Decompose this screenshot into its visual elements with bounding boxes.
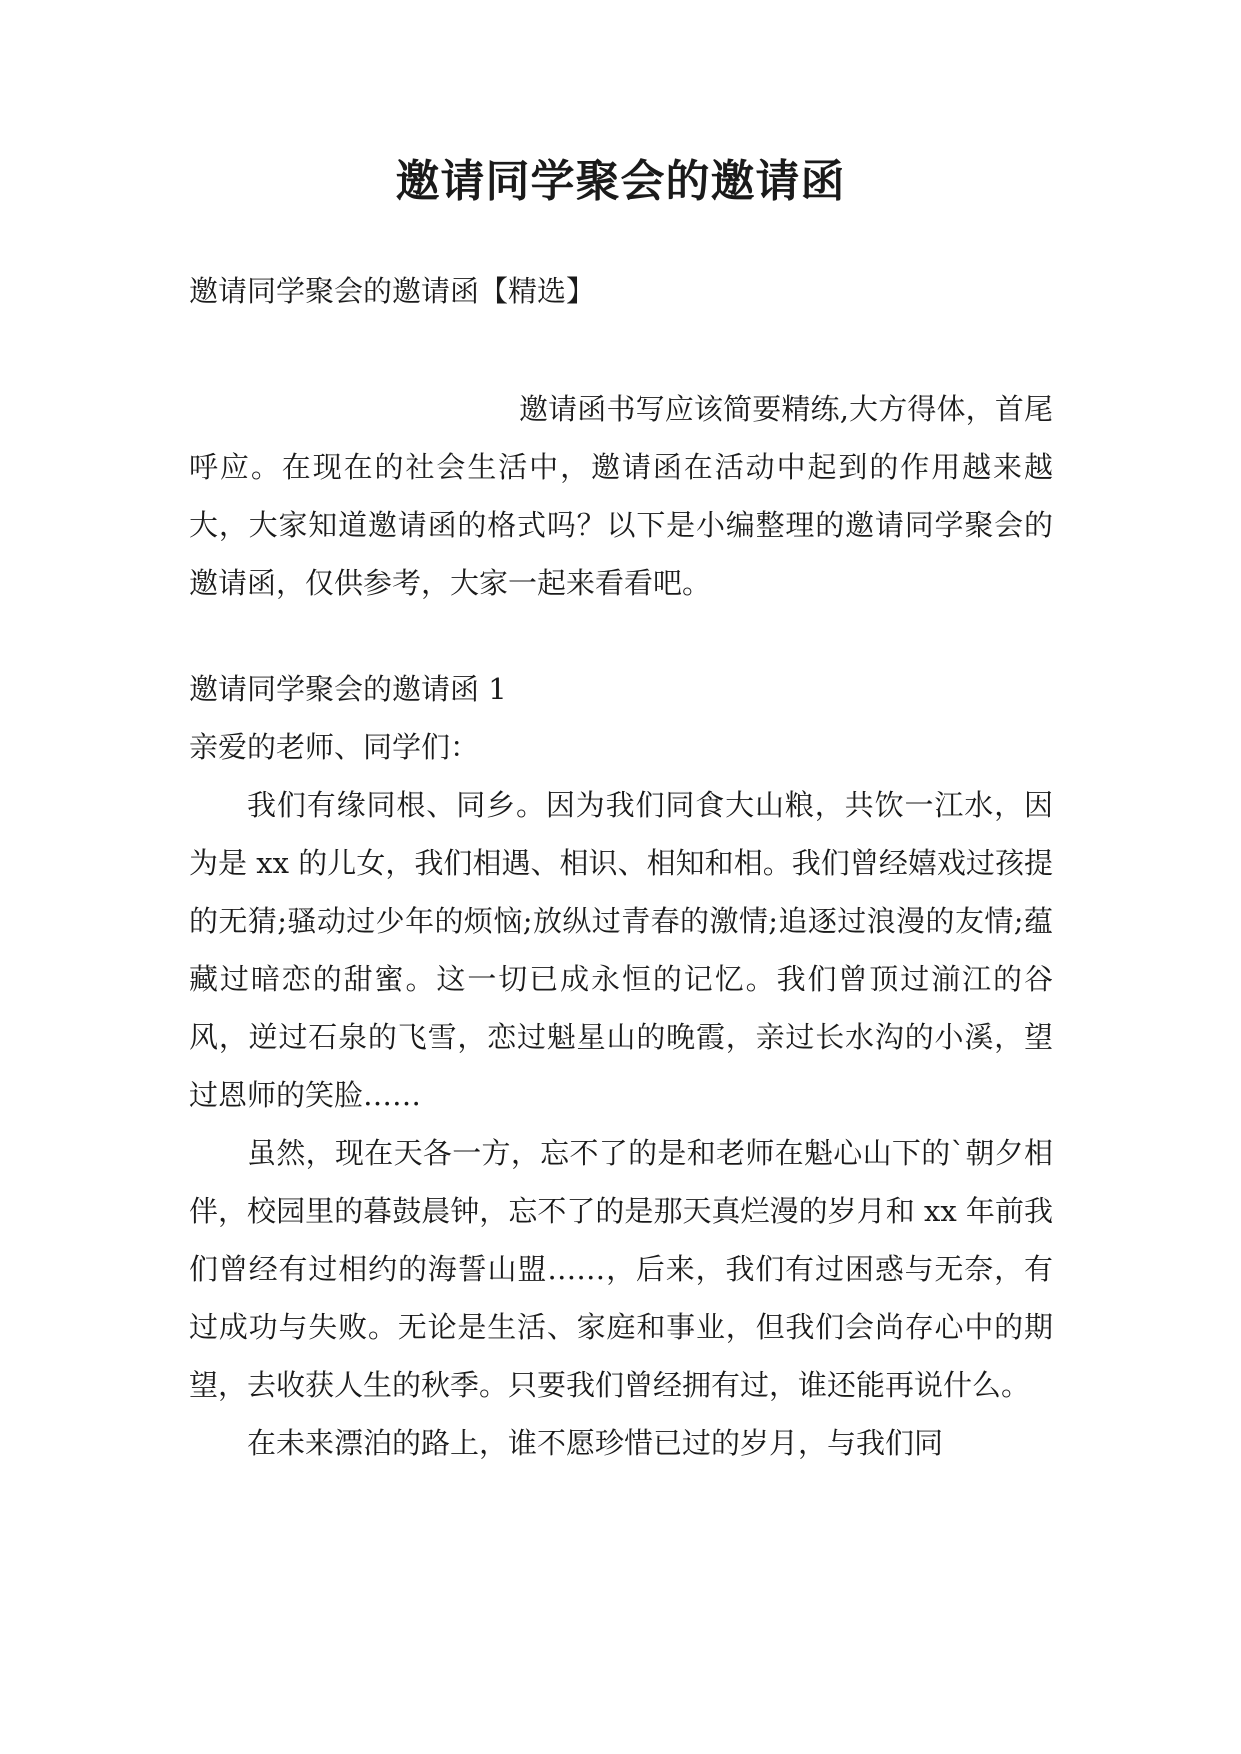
intro-paragraph: 邀请函书写应该简要精练,大方得体，首尾呼应。在现在的社会生活中，邀请函在活动中起到的作用越来越大，大家知道邀请函的格式吗？以下是小编整理的邀请同学聚会的邀请函，仅供参考，大家一起来看看吧。 [189, 392, 1053, 600]
document-title: 邀请同学聚会的邀请函 [395, 156, 846, 207]
document-body [189, 262, 1053, 1472]
body-paragraph: 虽然，现在天各一方，忘不了的是和老师在魁心山下的`朝夕相伴，校园里的暮鼓晨钟，忘不了的是那天真烂漫的岁月和 xx 年前我们曾经有过相约的海誓山盟……，后来，我们有过困惑与无奈，有过成功与失败。无论是生活、家庭和事业，但我们会尚存心中的期望，去收获人生的秋季。只要我们曾经拥有过，谁还能再说什么。 [189, 1136, 1053, 1402]
document-subtitle: 邀请同学聚会的邀请函【精选】 [189, 274, 596, 308]
salutation: 亲爱的老师、同学们： [189, 730, 480, 764]
body-paragraph: 我们有缘同根、同乡。因为我们同食大山粮，共饮一江水，因为是 xx 的儿女，我们相遇、相识、相知和相。我们曾经嬉戏过孩提的无猜;骚动过少年的烦恼;放纵过青春的激情;追逐过浪漫的友情;蕴藏过暗恋的甜蜜。这一切已成永恒的记忆。我们曾顶过湔江的谷风，逆过石泉的飞雪，恋过魁星山的晚霞，亲过长水沟的小溪，望过恩师的笑脸…… [189, 788, 1053, 1112]
section-heading: 邀请同学聚会的邀请函 1 [189, 672, 507, 706]
body-paragraph: 在未来漂泊的路上，谁不愿珍惜已过的岁月，与我们同 [247, 1426, 944, 1460]
